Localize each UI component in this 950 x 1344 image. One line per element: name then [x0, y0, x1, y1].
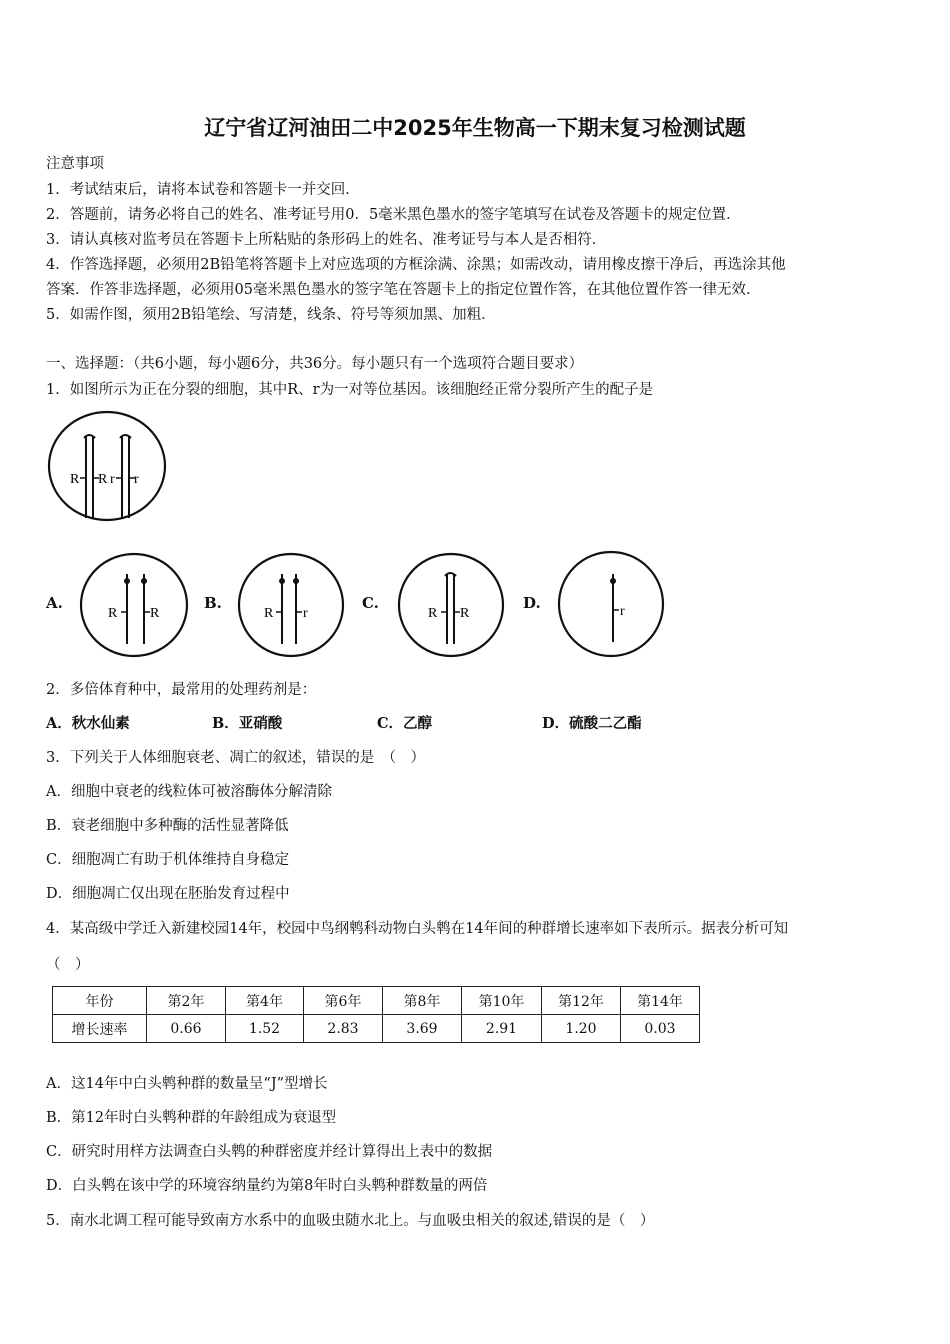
- growth-rate-table: [52, 986, 700, 1043]
- gene-label: r: [303, 606, 308, 621]
- q2-option-b: B．亚硝酸: [212, 715, 283, 732]
- q3-option-c: C．细胞凋亡有助于机体维持自身稳定: [46, 852, 290, 868]
- table-cell: 2.91: [462, 1015, 542, 1043]
- option-d-cell-figure: [556, 548, 666, 660]
- gene-label: R: [264, 606, 274, 621]
- q1-option-b-label: B.: [204, 594, 222, 612]
- section-heading: 一、选择题：（共6小题，每小题6分，共36分。每小题只有一个选项符合题目要求）: [46, 356, 584, 372]
- notice-item: 4．作答选择题，必须用2B铅笔将答题卡上对应选项的方框涂满、涂黑；如需改动，请用橡皮擦干净后，再选涂其他: [46, 257, 786, 273]
- table-cell: 2.83: [304, 1015, 383, 1043]
- q5-stem: 5．南水北调工程可能导致南方水系中的血吸虫随水北上。与血吸虫相关的叙述,错误的是（ ）: [46, 1213, 655, 1229]
- notice-item: 5．如需作图，须用2B铅笔绘、写清楚，线条、符号等须加黑、加粗．: [46, 307, 496, 323]
- page-title: 辽宁省辽河油田二中2025年生物高一下期末复习检测试题: [204, 116, 746, 140]
- q1-option-c-label: C.: [362, 594, 379, 612]
- table-header-cell: 第10年: [462, 987, 542, 1015]
- table-cell: 1.52: [226, 1015, 304, 1043]
- table-header-cell: 第8年: [383, 987, 462, 1015]
- q4-option-b: B．第12年时白头鹎种群的年龄组成为衰退型: [46, 1110, 337, 1126]
- option-c-cell-figure: [396, 550, 506, 660]
- notice-item: 3．请认真核对监考员在答题卡上所粘贴的条形码上的姓名、准考证号与本人是否相符．: [46, 232, 607, 248]
- q1-option-d-label: D.: [523, 594, 541, 612]
- notice-heading: 注意事项: [46, 156, 104, 172]
- q4-option-c: C．研究时用样方法调查白头鹎的种群密度并经计算得出上表中的数据: [46, 1144, 493, 1160]
- q3-stem: 3．下列关于人体细胞衰老、凋亡的叙述，错误的是 （ ）: [46, 750, 425, 766]
- table-header-row: [53, 987, 700, 1015]
- table-cell: 1.20: [542, 1015, 621, 1043]
- option-b-cell-figure: [236, 550, 346, 660]
- table-row-label: 增长速率: [53, 1015, 147, 1043]
- q2-option-c: C．乙醇: [377, 715, 433, 732]
- gene-label: R: [428, 606, 438, 621]
- dividing-cell-figure: [46, 408, 170, 526]
- q3-option-a: A．细胞中衰老的线粒体可被溶酶体分解清除: [46, 784, 332, 800]
- q4-option-a: A．这14年中白头鹎种群的数量呈“J”型增长: [46, 1076, 328, 1092]
- gene-label: r: [110, 472, 115, 487]
- q3-option-d: D．细胞凋亡仅出现在胚胎发育过程中: [46, 886, 290, 902]
- q2-stem: 2．多倍体育种中，最常用的处理药剂是：: [46, 682, 317, 698]
- q3-option-b: B．衰老细胞中多种酶的活性显著降低: [46, 818, 289, 834]
- table-header-cell: 第4年: [226, 987, 304, 1015]
- table-header-cell: 第2年: [147, 987, 226, 1015]
- notice-item: 答案．作答非选择题，必须用05毫米黑色墨水的签字笔在答题卡上的指定位置作答，在其他位置作答一律无效．: [46, 282, 761, 298]
- q1-stem: 1．如图所示为正在分裂的细胞，其中R、r为一对等位基因。该细胞经正常分裂所产生的配子是: [46, 382, 654, 398]
- gene-label: R: [70, 472, 80, 487]
- option-a-cell-figure: [78, 550, 190, 660]
- q1-option-a-label: A.: [46, 594, 63, 612]
- table-cell: 3.69: [383, 1015, 462, 1043]
- gene-label: r: [620, 604, 625, 619]
- q4-stem-cont: （ ）: [46, 957, 90, 973]
- table-cell: 0.66: [147, 1015, 226, 1043]
- table-header-cell: 第14年: [621, 987, 700, 1015]
- gene-label: r: [134, 472, 139, 487]
- table-header-cell: 年份: [53, 987, 147, 1015]
- q2-option-d: D．硫酸二乙酯: [542, 715, 642, 732]
- q4-stem: 4．某高级中学迁入新建校园14年，校园中鸟纲鹎科动物白头鹎在14年间的种群增长速率如下表所示。据表分析可知: [46, 921, 789, 937]
- gene-label: R: [108, 606, 118, 621]
- table-cell: 0.03: [621, 1015, 700, 1043]
- q4-option-d: D．白头鹎在该中学的环境容纳量约为第8年时白头鹎种群数量的两倍: [46, 1178, 488, 1194]
- gene-label: R: [150, 606, 160, 621]
- q2-option-a: A．秋水仙素: [46, 715, 130, 732]
- notice-item: 2．答题前，请务必将自己的姓名、准考证号用0．5毫米黑色墨水的签字笔填写在试卷及答题卡的规定位置．: [46, 207, 741, 223]
- gene-label: R: [98, 472, 108, 487]
- table-row: [53, 1015, 700, 1043]
- table-header-cell: 第6年: [304, 987, 383, 1015]
- notice-item: 1．考试结束后，请将本试卷和答题卡一并交回．: [46, 182, 360, 198]
- gene-label: R: [460, 606, 470, 621]
- table-header-cell: 第12年: [542, 987, 621, 1015]
